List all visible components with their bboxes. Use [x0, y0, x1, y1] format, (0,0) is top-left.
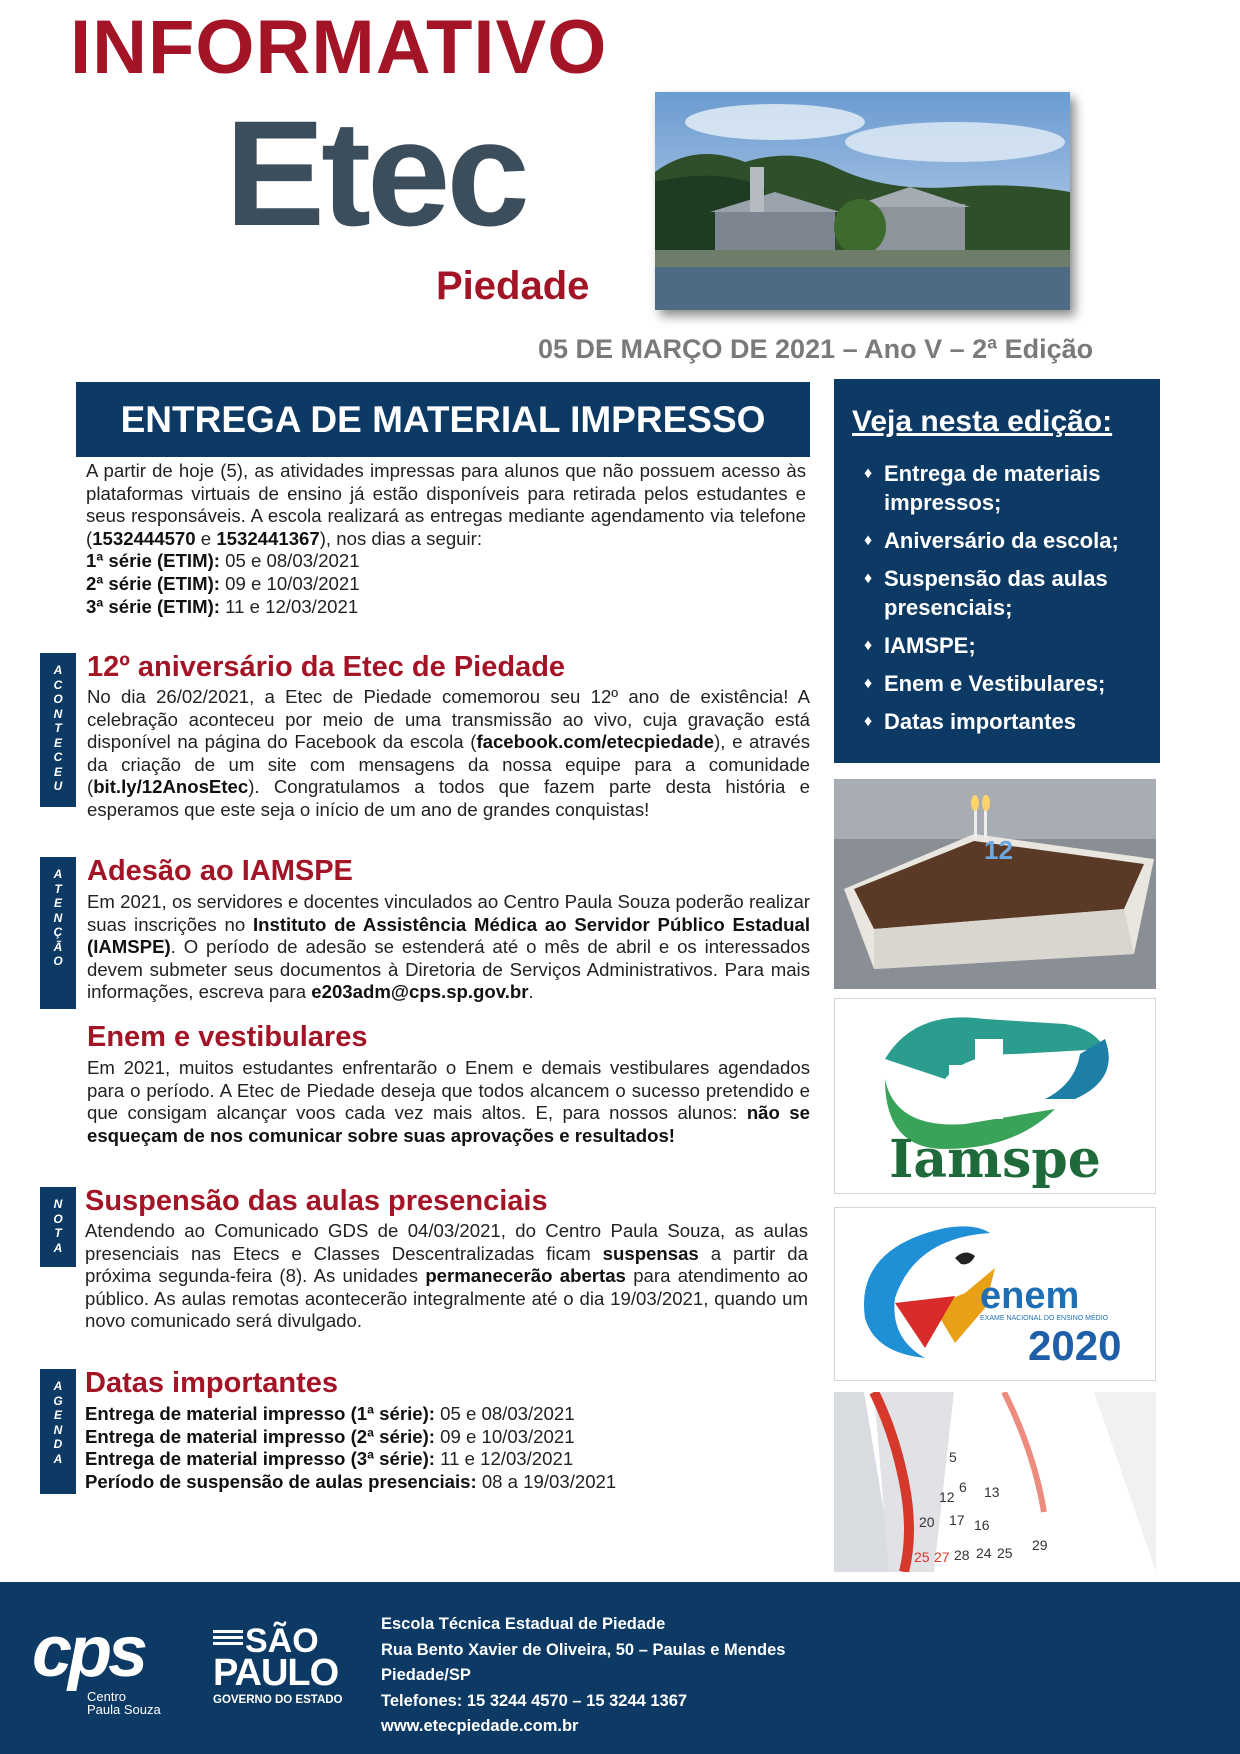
- entrega-row: 1ª série (ETIM): 05 e 08/03/2021: [86, 550, 360, 572]
- entrega-banner: [76, 382, 810, 457]
- tag-agenda: A G E N D A: [40, 1369, 76, 1494]
- sidebar-contents-box: [834, 379, 1160, 763]
- footer-website-link[interactable]: www.etecpiedade.com.br: [381, 1717, 579, 1735]
- facebook-link[interactable]: facebook.com/etecpiedade: [476, 731, 715, 753]
- sidebar-item[interactable]: ♦ Aniversário da escola;: [864, 528, 1119, 553]
- enem-year: 2020: [1028, 1322, 1122, 1369]
- iamspe-logo: [834, 998, 1156, 1194]
- phone-2: 1532441367: [216, 527, 320, 549]
- calendar-digit: 5: [949, 1449, 957, 1465]
- sp-logo-line1: SÃO: [245, 1622, 319, 1660]
- enem-title: Enem e vestibulares: [87, 1021, 368, 1053]
- diamond-bullet-icon: ♦: [864, 465, 873, 482]
- datas-row: Entrega de material impresso (2ª série): 09 e 10/03/2021: [85, 1425, 575, 1447]
- footer-city: Piedade/SP: [381, 1666, 471, 1684]
- entrega-banner-title: ENTREGA DE MATERIAL IMPRESSO: [120, 398, 766, 440]
- calendar-digit: 12: [939, 1489, 955, 1505]
- aniversario-title: 12º aniversário da Etec de Piedade: [87, 651, 566, 683]
- calendar-digit: 24: [976, 1545, 992, 1561]
- footer: [0, 1582, 1240, 1754]
- suspensao-body: Atendendo ao Comunicado GDS de 04/03/2021, do Centro Paula Souza, as aulas presenciais nas Etecs e Classes Descentralizadas ficam suspensas a partir da próxima segunda-feira (8). As unidades permanecerão abertas para atendimento ao público. As aulas remotas acontecerão integralmente até o dia 19/03/2021, quando um novo comunicado será divulgado.: [85, 1220, 809, 1332]
- calendar-digit: 13: [984, 1484, 1000, 1500]
- aniversario-body: No dia 26/02/2021, a Etec de Piedade comemorou seu 12º ano de existência! A celebração aconteceu por meio de uma transmissão ao vivo, cuja gravação está disponível na página do Facebook da escola (facebook.com/etecpiedade), e através da criação de um site com mensagens da nossa equipe para a comunidade (bit.ly/12AnosEtec). Congratulamos a todos que fazem parte desta história e esperamos que este seja o início de um ano de grandes conquistas!: [87, 686, 810, 820]
- sao-paulo-government-logo: [213, 1624, 363, 1724]
- entrega-row: 2ª série (ETIM): 09 e 10/03/2021: [86, 572, 360, 594]
- and-text: e: [195, 527, 217, 549]
- sp-flag-icon: [213, 1628, 243, 1650]
- datas-row: Entrega de material impresso (1ª série): 05 e 08/03/2021: [85, 1403, 575, 1424]
- tag-aconteceu: A C O N T E C E U: [40, 653, 76, 807]
- sidebar-title: Veja nesta edição:: [852, 405, 1113, 438]
- entrega-text: A partir de hoje (5), as atividades impressas para alunos que não possuem acesso às plataformas virtuais de ensino já estão disponíveis para retirada pelos estudantes e seus responsáveis. A escola realizará as entregas mediante agendamento via telefone (: [86, 460, 806, 549]
- birthday-cake-photo: [834, 779, 1156, 989]
- calendar-digit: 25: [997, 1545, 1013, 1561]
- tag-atencao: A T E N Ç Ã O: [40, 857, 76, 1009]
- phone-1: 1532444570: [92, 527, 196, 549]
- footer-phones: Telefones: 15 3244 4570 – 15 3244 1367: [381, 1691, 688, 1710]
- email-link[interactable]: e203adm@cps.sp.gov.br: [311, 981, 529, 1003]
- cps-logo: [32, 1612, 172, 1722]
- cps-logo-caption: Centro Paula Souza: [87, 1689, 161, 1717]
- footer-contact: [381, 1612, 785, 1740]
- entrega-row: 3ª série (ETIM): 11 e 12/03/2021: [86, 595, 359, 617]
- diamond-bullet-icon: ♦: [864, 570, 873, 587]
- iamspe-logo-text: Iamspe: [889, 1129, 1101, 1190]
- piedade-logo-text: Piedade: [436, 264, 590, 308]
- calendar-digit: 27: [934, 1549, 950, 1565]
- enem-logo-subtitle: EXAME NACIONAL DO ENSINO MÉDIO: [980, 1315, 1109, 1322]
- sidebar-item[interactable]: ♦ Suspensão das aulas presenciais;: [864, 566, 1108, 620]
- calendar-digit: 20: [919, 1514, 935, 1530]
- datas-body: [85, 1403, 785, 1493]
- newsletter-title: INFORMATIVO: [70, 5, 608, 90]
- diamond-bullet-icon: ♦: [864, 713, 873, 730]
- footer-address: Rua Bento Xavier de Oliveira, 50 – Paulas e Mendes: [381, 1640, 786, 1659]
- sidebar-item[interactable]: ♦ IAMSPE;: [864, 633, 976, 658]
- calendar-digit: 16: [974, 1517, 990, 1533]
- sidebar-item[interactable]: ♦ Enem e Vestibulares;: [864, 671, 1106, 696]
- calendar-digit: 29: [1032, 1537, 1048, 1553]
- diamond-bullet-icon: ♦: [864, 637, 873, 654]
- datas-row: Entrega de material impresso (3ª série): 11 e 12/03/2021: [85, 1448, 574, 1470]
- calendar-digit: 17: [949, 1512, 965, 1528]
- calendar-digit: 25: [914, 1549, 930, 1565]
- tag-nota: N O T A: [40, 1187, 76, 1267]
- sidebar-item[interactable]: ♦ Entrega de materiais impressos;: [864, 461, 1101, 515]
- sidebar-item[interactable]: ♦ Datas importantes: [864, 709, 1076, 734]
- iamspe-body: Em 2021, os servidores e docentes vinculados ao Centro Paula Souza poderão realizar suas inscrições no Instituto de Assistência Médica ao Servidor Público Estadual (IAMSPE). O período de adesão se estenderá até o mês de abril e os interessados devem submeter seus documentos à Diretoria de Serviços Administrativos. Para mais informações, escreva para e203adm@cps.sp.gov.br.: [87, 891, 810, 1003]
- entrega-text-end: ), nos dias a seguir:: [319, 527, 482, 549]
- site-link[interactable]: bit.ly/12AnosEtec: [93, 776, 249, 798]
- enem-logo-word: enem: [980, 1275, 1080, 1317]
- enem-logo: [834, 1207, 1156, 1381]
- sp-logo-line2: PAULO: [213, 1652, 339, 1694]
- school-painting-image: [655, 92, 1070, 310]
- suspensao-title: Suspensão das aulas presenciais: [85, 1185, 548, 1217]
- datas-row: Período de suspensão de aulas presenciais: 08 a 19/03/2021: [85, 1470, 617, 1492]
- diamond-bullet-icon: ♦: [864, 532, 873, 549]
- etec-logo-text: Etec: [225, 89, 526, 257]
- sp-logo-line3: GOVERNO DO ESTADO: [213, 1694, 343, 1706]
- calendar-digit: 28: [954, 1547, 970, 1563]
- edition-date: 05 DE MARÇO DE 2021 – Ano V – 2ª Edição: [538, 334, 1094, 364]
- enem-body: Em 2021, muitos estudantes enfrentarão o Enem e demais vestibulares agendados para o período. A Etec de Piedade deseja que todos alcancem o sucesso pretendido e que consigam alcançar voos cada vez mais altos. E, para nossos alunos: não se esqueçam de nos comunicar sobre suas aprovações e resultados!: [87, 1057, 810, 1146]
- calendar-photo: [834, 1392, 1156, 1572]
- diamond-bullet-icon: ♦: [864, 675, 873, 692]
- iamspe-title: Adesão ao IAMSPE: [87, 855, 353, 887]
- footer-school-name: Escola Técnica Estadual de Piedade: [381, 1615, 666, 1633]
- calendar-digit: 6: [959, 1479, 967, 1495]
- cake-number-candles: 12: [984, 835, 1013, 865]
- cps-logo-mark: cps: [32, 1612, 145, 1692]
- datas-title: Datas importantes: [85, 1367, 339, 1399]
- sidebar-list: [864, 459, 1154, 745]
- entrega-body: [86, 460, 806, 618]
